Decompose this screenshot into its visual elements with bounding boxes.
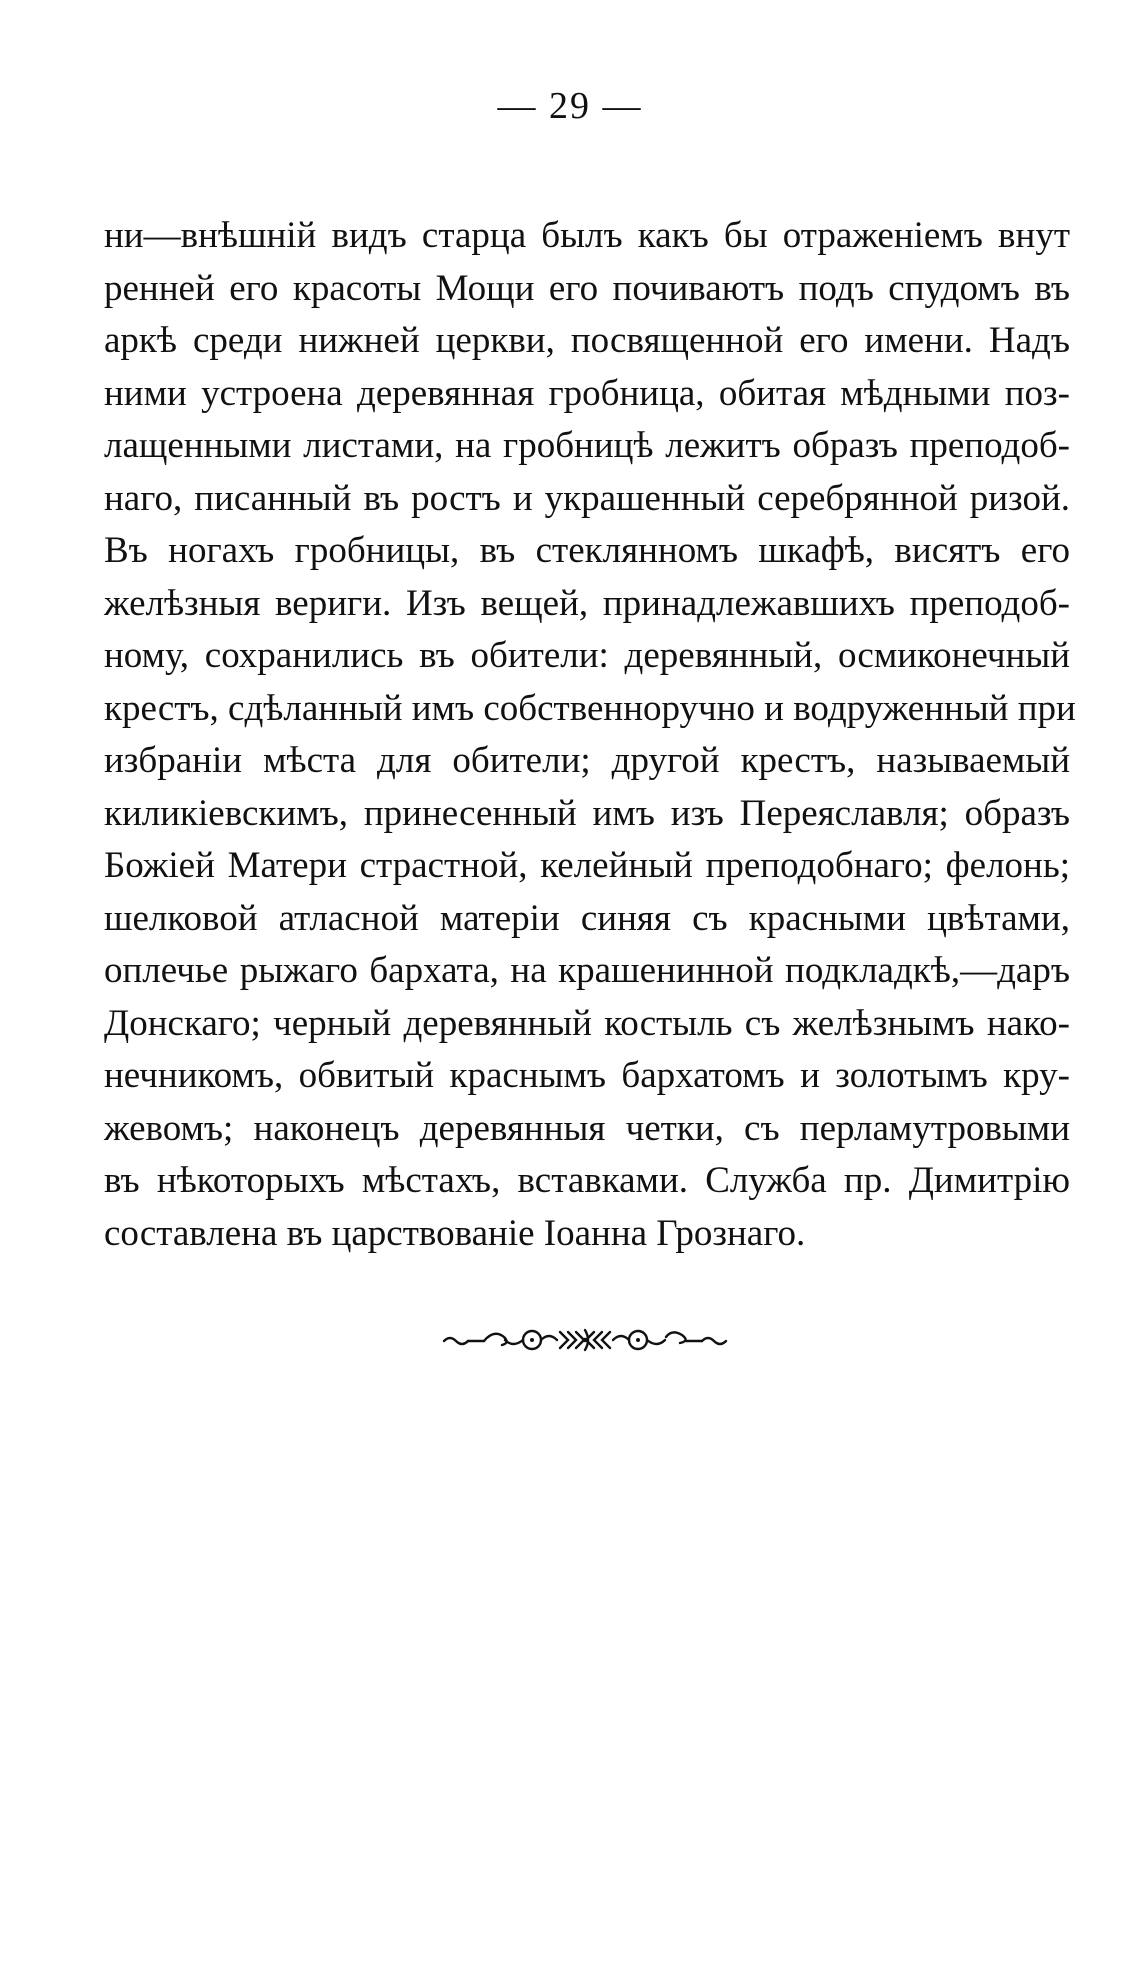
text-line: ними устроена деревянная гробница, обитая мѣдными поз- (104, 372, 1070, 414)
text-line: избраніи мѣста для обители; другой крестъ, называемый (104, 740, 1070, 781)
text-line: оплечье рыжаго бархата, на крашенинной подкладкѣ,—даръ (104, 950, 1070, 991)
text-line: Донскаго; черный деревянный костыль съ желѣзнымъ нако- (104, 1002, 1070, 1044)
text-line: наго, писанный въ ростъ и украшенный серебрянной ризой. (104, 477, 1070, 519)
ornamental-divider-icon (440, 1322, 730, 1358)
text-line: Божіей Матери страстной, келейный преподобнаго; фелонь; (104, 845, 1070, 886)
text-line: шелковой атласной матеріи синяя съ красными цвѣтами, (104, 897, 1070, 939)
text-line: ни—внѣшній видъ старца былъ какъ бы отраженіемъ внут (104, 215, 1070, 256)
text-line: аркѣ среди нижней церкви, посвященной его имени. Надъ (104, 320, 1070, 361)
text-line: желѣзныя вериги. Изъ вещей, принадлежавшихъ преподоб- (104, 582, 1070, 624)
text-line: ному, сохранились въ обители: деревянный, осмиконечный (104, 635, 1070, 676)
text-line: лащенными листами, на гробницѣ лежитъ образъ преподоб- (104, 425, 1070, 466)
body-text (104, 210, 1076, 1260)
text-line: крестъ, сдѣланный имъ собственноручно и водруженный при (104, 687, 1076, 729)
text-line: ренней его красоты Мощи его почиваютъ подъ спудомъ въ (104, 267, 1070, 309)
text-line: въ нѣкоторыхъ мѣстахъ, вставками. Служба пр. Димитрію (104, 1160, 1070, 1201)
text-line: киликіевскимъ, принесенный имъ изъ Переяславля; образъ (104, 792, 1070, 834)
text-line: жевомъ; наконецъ деревянныя четки, съ перламутровыми (104, 1107, 1070, 1149)
text-line: Въ ногахъ гробницы, въ стеклянномъ шкафѣ, висятъ его (104, 530, 1070, 571)
page-number: — 29 — (497, 85, 643, 127)
text-line-last: составлена въ царствованіе Іоанна Грознаго. (104, 1212, 806, 1254)
text-line: нечникомъ, обвитый краснымъ бархатомъ и золотымъ кру- (104, 1055, 1070, 1096)
